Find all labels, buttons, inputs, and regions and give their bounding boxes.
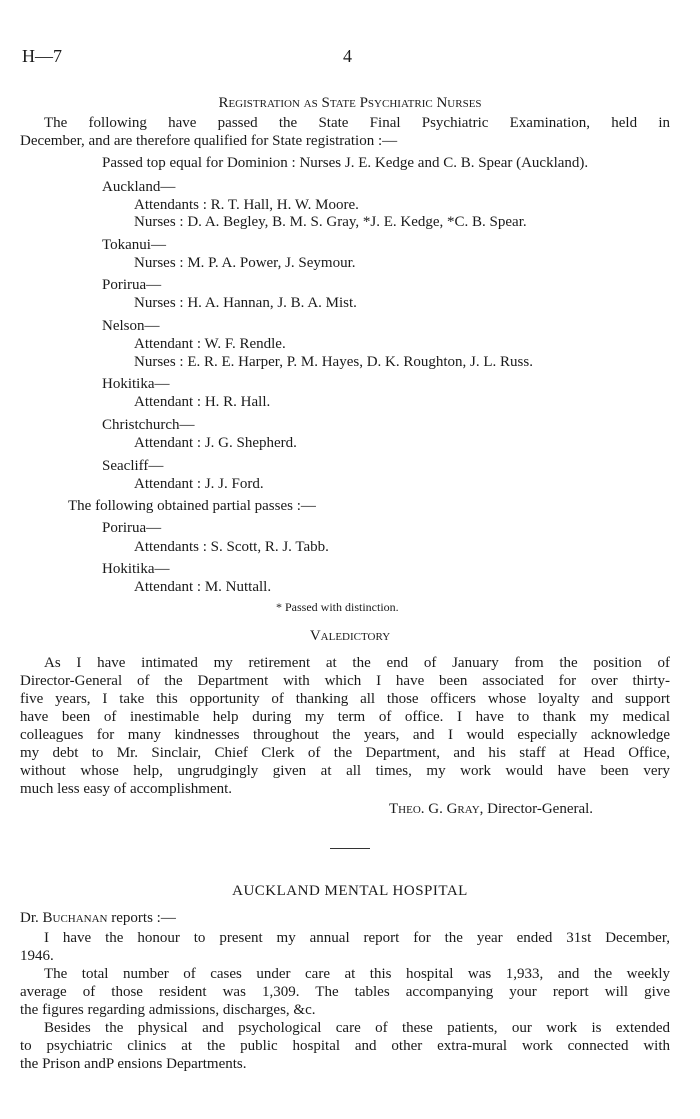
valedictory-line: much less easy of accomplishment. [20, 781, 233, 797]
page-code: H—7 [22, 46, 62, 66]
valedictory-line: five years, I take this opportunity of thanking all those officers whose loyalty and support [20, 691, 670, 707]
registration-heading: Registration as State Psychiatric Nurses [218, 95, 482, 111]
group-line: Nurses : M. P. A. Power, J. Seymour. [134, 255, 356, 271]
top-equal-line: Passed top equal for Dominion : Nurses J. E. Kedge and C. B. Spear (Auckland). [102, 155, 589, 171]
signature-title: , Director-General. [479, 801, 594, 817]
registration-intro-line-2: December, and are therefore qualified for State registration :— [20, 133, 398, 149]
valedictory-signature [389, 800, 593, 818]
valedictory-line: As I have intimated my retirement at the end of January from the position of [44, 655, 670, 671]
auckland-heading: AUCKLAND MENTAL HOSPITAL [232, 883, 468, 899]
group-line: Attendant : M. Nuttall. [134, 579, 272, 595]
paragraph-line: Besides the physical and psychological care of these patients, our work is extended [44, 1020, 670, 1036]
partial-passes-intro: The following obtained partial passes :— [68, 498, 316, 514]
group-place: Porirua— [102, 520, 162, 536]
group-place: Auckland— [102, 179, 176, 195]
group-place: Christchurch— [102, 417, 195, 433]
group-place: Tokanui— [102, 237, 166, 253]
group-line: Nurses : H. A. Hannan, J. B. A. Mist. [134, 295, 357, 311]
group-place: Hokitika— [102, 561, 170, 577]
group-line: Attendant : H. R. Hall. [134, 394, 271, 410]
distinction-footnote: * Passed with distinction. [276, 600, 399, 614]
paragraph-line: the figures regarding admissions, discharges, &c. [20, 1002, 316, 1018]
valedictory-line: Director-General of the Department with which I have been associated for over thirty- [20, 673, 670, 689]
group-line: Nurses : E. R. E. Harper, P. M. Hayes, D. K. Roughton, J. L. Russ. [134, 354, 533, 370]
paragraph-line: 1946. [20, 948, 54, 964]
paragraph-line: The total number of cases under care at this hospital was 1,933, and the weekly [44, 966, 670, 982]
paragraph-line: average of those resident was 1,309. The tables accompanying your report will give [20, 984, 670, 1000]
paragraph-line: the Prison andP ensions Departments. [20, 1056, 247, 1072]
group-line: Attendants : S. Scott, R. J. Tabb. [134, 539, 329, 555]
group-line: Attendants : R. T. Hall, H. W. Moore. [134, 197, 359, 213]
group-place: Nelson— [102, 318, 160, 334]
reporter-suffix: reports :— [107, 910, 176, 926]
reporter-prefix: Dr. [20, 910, 43, 926]
section-divider [330, 848, 370, 849]
group-place: Hokitika— [102, 376, 170, 392]
paragraph-line: I have the honour to present my annual report for the year ended 31st December, [44, 930, 670, 946]
registration-intro-line-1: The following have passed the State Final Psychiatric Examination, held in [44, 115, 670, 131]
group-line: Attendant : J. J. Ford. [134, 476, 264, 492]
valedictory-line: colleagues for many kindnesses throughout the years, and I would especially acknowledge [20, 727, 670, 743]
valedictory-line: without whose help, ungrudgingly given at all times, my work would have been very [20, 763, 670, 779]
group-line: Attendant : J. G. Shepherd. [134, 435, 297, 451]
group-place: Porirua— [102, 277, 162, 293]
group-place: Seacliff— [102, 458, 164, 474]
valedictory-line: my debt to Mr. Sinclair, Chief Clerk of the Department, and his staff at Head Office, [20, 745, 670, 761]
valedictory-heading: Valedictory [309, 628, 391, 644]
page-number: 4 [343, 46, 352, 66]
group-line: Nurses : D. A. Begley, B. M. S. Gray, *J. E. Kedge, *C. B. Spear. [134, 214, 527, 230]
group-line: Attendant : W. F. Rendle. [134, 336, 286, 352]
signature-name: Theo. G. Gray [389, 801, 480, 817]
reporter-name: Buchanan [42, 910, 108, 926]
valedictory-line: have been of inestimable help during my term of office. I have to thank my medical [20, 709, 670, 725]
reporter-line [20, 909, 176, 927]
paragraph-line: to psychiatric clinics at the public hospital and other extra-mural work connected with [20, 1038, 670, 1054]
